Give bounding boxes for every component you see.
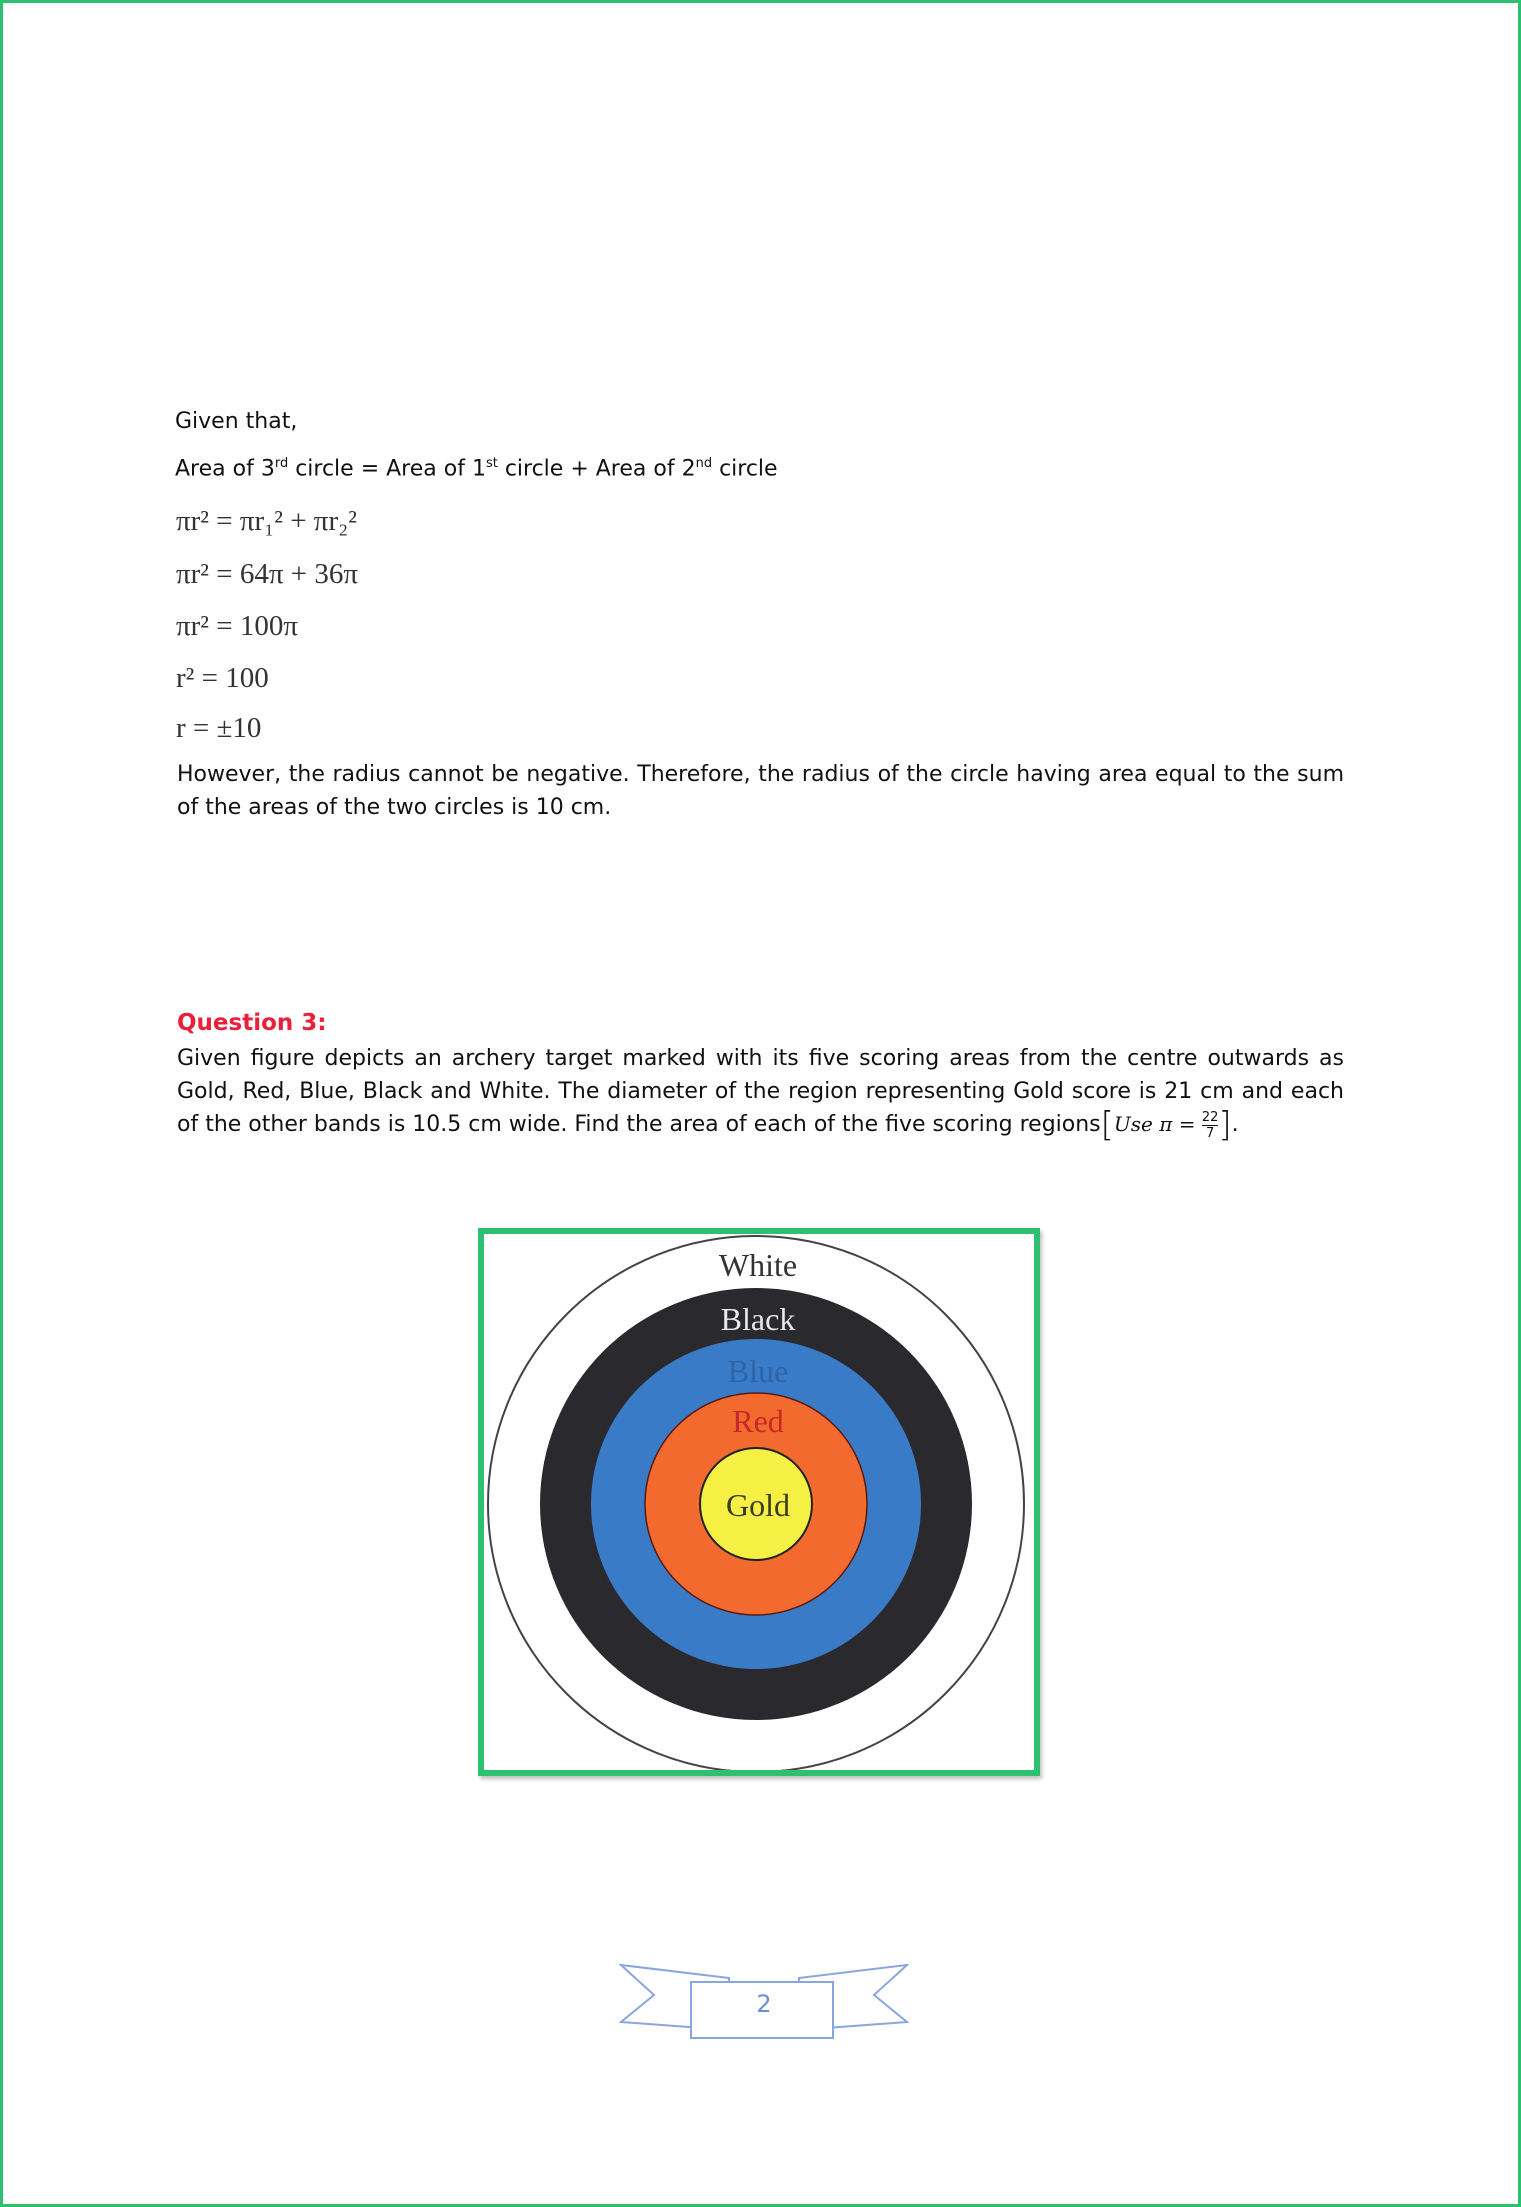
equation-1: πr² = πr₁² + πr₂² (176, 505, 357, 537)
label-red: Red (732, 1403, 784, 1439)
equation-3: πr² = 100π (176, 610, 298, 642)
label-black: Black (720, 1301, 796, 1337)
label-gold: Gold (726, 1487, 790, 1523)
page-number: 2 (756, 1990, 772, 2018)
equation-4: r² = 100 (176, 662, 269, 694)
archery-target-figure (478, 1228, 1040, 1776)
conclusion-paragraph: However, the radius cannot be negative. Therefore, the radius of the circle having area equal to the sum of the areas of the two circles is 10 cm. (177, 762, 1344, 820)
question-title: Question 3: (177, 1010, 327, 1036)
area-statement: Area of 3rd circle = Area of 1st circle + Area of 2nd circle (175, 456, 778, 482)
equation-2: πr² = 64π + 36π (176, 558, 358, 590)
page-number-ribbon (619, 1950, 909, 2040)
equation-5: r = ±10 (176, 712, 262, 744)
label-white: White (718, 1247, 798, 1283)
given-that: Given that, (175, 409, 298, 434)
question-text: Given figure depicts an archery target marked with its five scoring areas from the centre outwards as Gold, Red, Blue, Black and White. The diameter of the region representing Gold score is 21 cm and each of the other bands is 10.5 cm wide. Find the area of each of the five scoring regions[Use π = $\frac{22}{7}$ ]. (177, 1046, 1344, 1145)
label-blue: Blue (727, 1353, 789, 1389)
